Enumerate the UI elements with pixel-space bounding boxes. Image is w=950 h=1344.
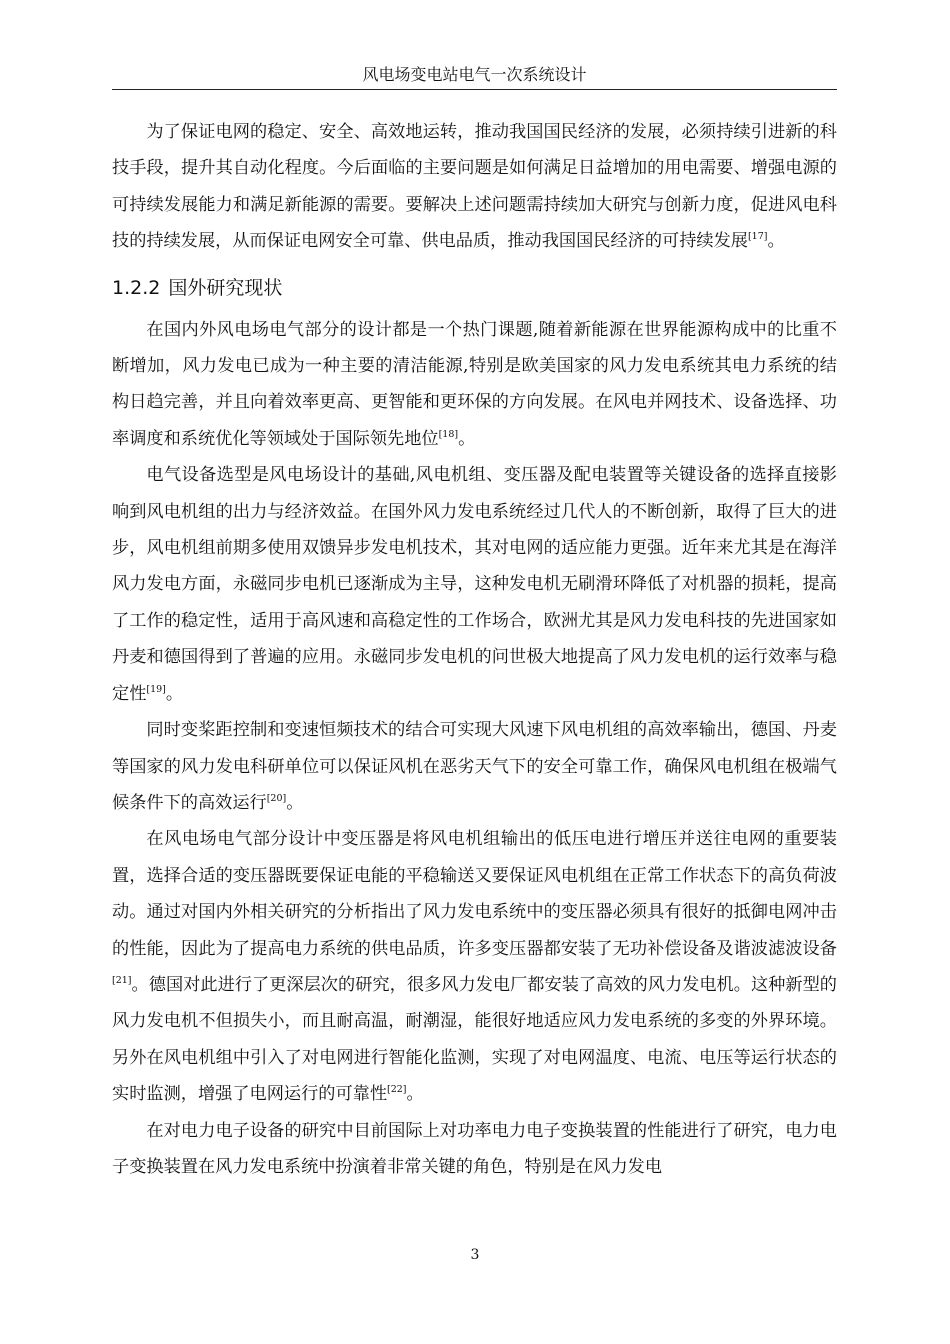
paragraph-1 bbox=[112, 114, 837, 260]
paragraph-end: 。 bbox=[165, 683, 184, 704]
citation-21: [21] bbox=[112, 974, 132, 986]
paragraph-text: 同时变桨距控制和变速恒频技术的结合可实现大风速下风电机组的高效率输出，德国、丹麦等国家的风力发电科研单位可以保证风机在恶劣天气下的安全可靠工作，确保风电机组在极端气候条件下的高效运行 bbox=[112, 720, 837, 813]
paragraph-text: 在国内外风电场电气部分的设计都是一个热门课题,随着新能源在世界能源构成中的比重不断增加，风力发电已成为一种主要的清洁能源,特别是欧美国家的风力发电系统其电力系统的结构日趋完善，并且向着效率更高、更智能和更环保的方向发展。在风电并网技术、设备选择、功率调度和系统优化等领域处于国际领先地位 bbox=[112, 319, 837, 449]
citation-18: [18] bbox=[438, 428, 459, 440]
paragraph-end: 。 bbox=[406, 1084, 424, 1105]
paragraph-text: 在对电力电子设备的研究中目前国际上对功率电力电子变换装置的性能进行了研究，电力电子变换装置在风力发电系统中扮演着非常关键的角色，特别是在风力发电 bbox=[112, 1120, 837, 1177]
page-body bbox=[112, 114, 837, 1185]
paragraph-text: 在风电场电气部分设计中变压器是将风电机组输出的低压电进行增压并送往电网的重要装置，选择合适的变压器既要保证电能的平稳输送又要保证风电机组在正常工作状态下的高负荷波动。通过对国内外相关研究的分析指出了风力发电系统中的变压器必须具有很好的抵御电网冲击的性能，因此为了提高电力系统的供电品质，许多变压器都安装了无功补偿设备及谐波滤波设备 bbox=[112, 829, 837, 959]
paragraph-4 bbox=[112, 712, 837, 821]
paragraph-text: 为了保证电网的稳定、安全、高效地运转，推动我国国民经济的发展，必须持续引进新的科技手段，提升其自动化程度。今后面临的主要问题是如何满足日益增加的用电需要、增强电源的可持续发展能力和满足新能源的需要。要解决上述问题需持续加大研究与创新力度，促进风电科技的持续发展，从而保证电网安全可靠、供电品质，推动我国国民经济的可持续发展 bbox=[112, 122, 837, 252]
running-header: 风电场变电站电气一次系统设计 bbox=[362, 65, 587, 84]
paragraph-2 bbox=[112, 312, 837, 458]
paragraph-end: 。 bbox=[767, 231, 785, 252]
section-heading bbox=[112, 266, 837, 310]
section-title: 国外研究现状 bbox=[168, 276, 283, 299]
citation-22: [22] bbox=[387, 1084, 407, 1096]
paragraph-text: 电气设备选型是风电场设计的基础,风电机组、变压器及配电装置等关键设备的选择直接影响到风电机组的出力与经济效益。在国外风力发电系统经过几代人的不断创新，取得了巨大的进步，风电机组前期多使用双馈异步发电机技术，其对电网的适应能力更强。近年来尤其是在海洋风力发电方面，永磁同步电机已逐渐成为主导，这种发电机无刷滑环降低了对机器的损耗，提高了工作的稳定性，适用于高风速和高稳定性的工作场合，欧洲尤其是风力发电科技的先进国家如丹麦和德国得到了普遍的应用。永磁同步发电机的问世极大地提高了风力发电机的运行效率与稳定性 bbox=[112, 465, 837, 704]
paragraph-end: 。 bbox=[458, 428, 476, 449]
paragraph-5 bbox=[112, 821, 837, 1112]
citation-17: [17] bbox=[747, 231, 768, 243]
page-number: 3 bbox=[470, 1247, 480, 1263]
section-number: 1.2.2 bbox=[112, 276, 161, 299]
paragraph-text-continued: 。德国对此进行了更深层次的研究，很多风力发电厂都安装了高效的风力发电机。这种新型的风力发电机不但损失小，而且耐高温，耐潮湿，能很好地适应风力发电系统的多变的外界环境。另外在风电机组中引入了对电网进行智能化监测，实现了对电网温度、电流、电压等运行状态的实时监测，增强了电网运行的可靠性 bbox=[112, 974, 837, 1105]
paragraph-6 bbox=[112, 1113, 837, 1186]
header-divider bbox=[112, 89, 837, 90]
citation-19: [19] bbox=[146, 683, 166, 695]
citation-20: [20] bbox=[266, 792, 287, 804]
paragraph-3 bbox=[112, 457, 837, 712]
paragraph-end: 。 bbox=[286, 792, 304, 813]
